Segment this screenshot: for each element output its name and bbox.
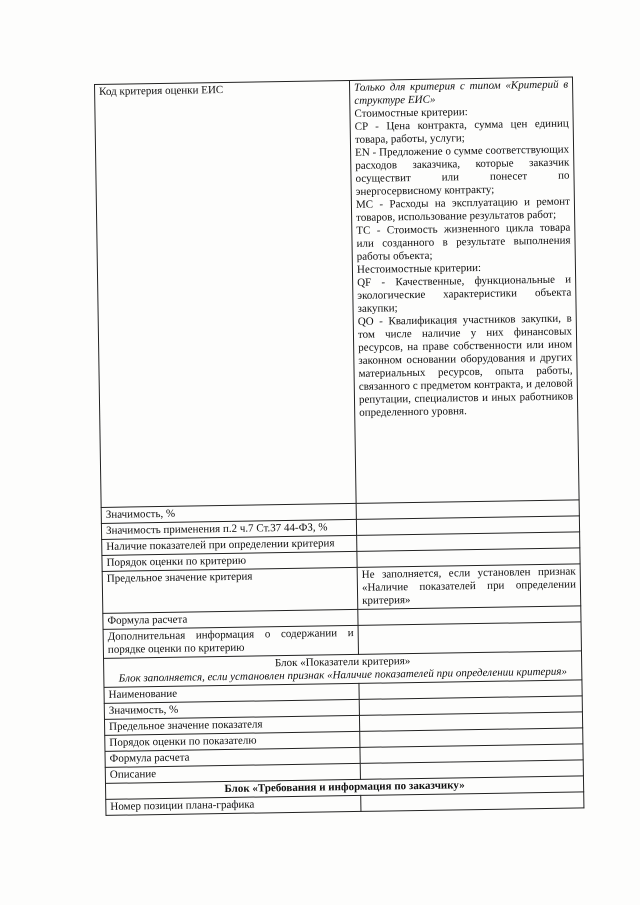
noncost-item: QO - Квалификация участников закупки, в том числе наличие у них финансовых ресурсов, на праве собственности или ином законном основании оборудования и других материальных ресурсов, опыта работы, связанного с предметом контракта, и деловой репутации, специалистов и иных работников определенного уровня. (357, 312, 574, 419)
cost-item: EN - Предложение о сумме соответствующих расходов заказчика, которые заказчик осуществит или понесет по энергосервисному контракту; (355, 143, 570, 198)
noncost-item: QF - Качественные, функциональные и экологические характеристики объекта закупки; (357, 273, 572, 315)
noncost-heading: Нестоимостные критерии: (356, 261, 482, 276)
code-value (349, 77, 579, 503)
code-label: Код критерия оценки ЕИС (95, 80, 357, 507)
indicator-formula-label: Формула расчета (105, 747, 360, 767)
scanned-form (94, 77, 575, 816)
code-note: Только для критерия с типом «Критерий в структуре ЕИС» (353, 78, 569, 107)
table-row (95, 77, 580, 507)
indicator-order-label: Порядок оценки по показателю (105, 731, 360, 751)
criteria-table (94, 76, 584, 815)
indicator-limit-label: Предельное значение показателя (104, 715, 359, 735)
significance-applied-label: Значимость применения п.2 ч.7 Ст.37 44-ФЗ, % (101, 519, 356, 539)
evaluation-order-label: Порядок оценки по критерию (102, 551, 357, 571)
indicators-block-title: Блок «Показатели критерия» (274, 655, 411, 670)
limit-value-note: Не заполняется, если установлен признак «Наличие показателей при определении критерия» (357, 564, 581, 609)
indicator-name-label: Наименование (104, 683, 359, 703)
formula-label: Формула расчета (103, 609, 358, 629)
cost-item: CP - Цена контракта, сумма цен единиц товара, работы, услуги; (354, 117, 569, 146)
cost-heading: Стоимостные критерии: (354, 106, 468, 120)
indicator-description-label: Описание (105, 763, 360, 783)
indicator-significance-label: Значимость, % (104, 699, 359, 719)
indicators-block-note: Блок заполняется, если установлен признак «Наличие показателей при определении критерия» (118, 665, 568, 685)
customer-block-title: Блок «Требования и информация по заказчику» (105, 776, 583, 800)
limit-value-label: Предельное значение критерия (102, 567, 358, 613)
table-row (102, 564, 581, 614)
cost-item: TC - Стоимость жизненного цикла товара или созданного в результате выполнения работы объекта; (356, 221, 571, 263)
cost-item: MC - Расходы на эксплуатацию и ремонт товаров, использование результатов работ; (355, 195, 570, 224)
additional-info-value (358, 622, 581, 654)
additional-info-label: Дополнительная информация о содержании и порядке оценки по критерию (103, 625, 358, 658)
significance-label: Значимость, % (101, 503, 356, 523)
plan-position-value (361, 792, 584, 812)
plan-position-label: Номер позиции плана-графика (106, 795, 361, 815)
has-indicators-label: Наличие показателей при определении критерия (102, 535, 357, 555)
